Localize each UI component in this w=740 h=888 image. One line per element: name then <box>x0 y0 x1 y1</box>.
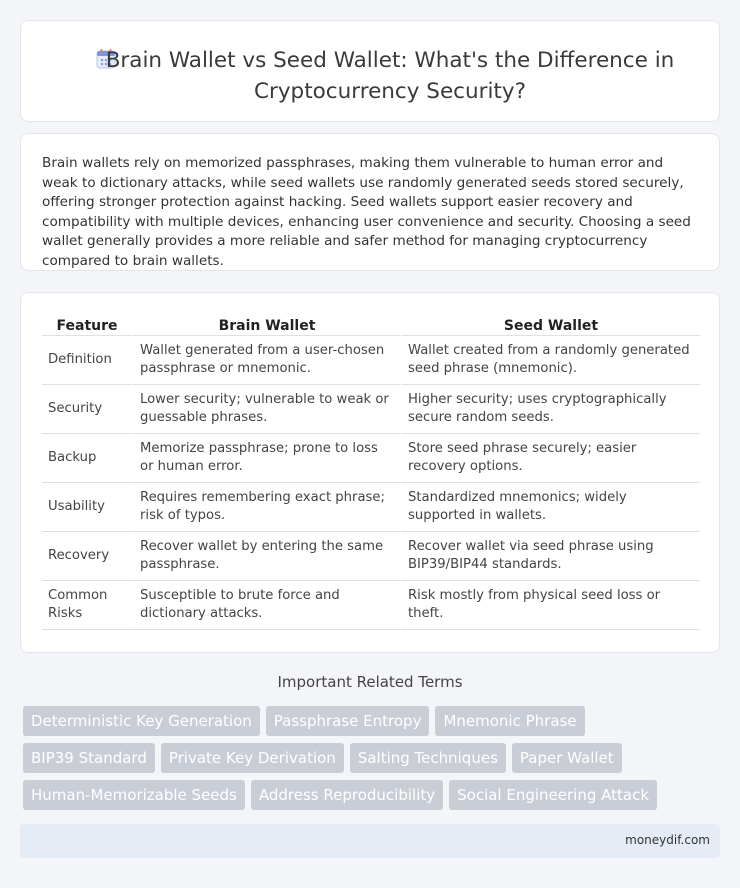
related-term-tag[interactable]: Deterministic Key Generation <box>23 706 260 736</box>
related-term-tag[interactable]: Social Engineering Attack <box>449 780 657 810</box>
brain-wallet-cell: Lower security; vulnerable to weak or guessable phrases. <box>132 385 400 434</box>
table-header-row <box>42 316 700 336</box>
title-card <box>20 20 720 122</box>
brain-wallet-cell: Recover wallet by entering the same passphrase. <box>132 532 400 581</box>
related-terms-list <box>23 706 719 810</box>
footer-site-name[interactable]: moneydif.com <box>625 833 710 847</box>
table-row <box>42 483 700 532</box>
header-seed-wallet: Seed Wallet <box>400 316 700 336</box>
feature-cell: Common Risks <box>42 581 132 630</box>
related-term-tag[interactable]: BIP39 Standard <box>23 743 155 773</box>
page-title: Brain Wallet vs Seed Wallet: What's the Difference in Cryptocurrency Security? <box>105 48 675 104</box>
summary-card <box>20 133 720 271</box>
brain-wallet-cell: Requires remembering exact phrase; risk of typos. <box>132 483 400 532</box>
seed-wallet-cell: Recover wallet via seed phrase using BIP39/BIP44 standards. <box>400 532 700 581</box>
table-row <box>42 385 700 434</box>
table-row <box>42 581 700 630</box>
feature-cell: Backup <box>42 434 132 483</box>
related-term-tag[interactable]: Salting Techniques <box>350 743 506 773</box>
related-term-tag[interactable]: Paper Wallet <box>512 743 622 773</box>
seed-wallet-cell: Standardized mnemonics; widely supported in wallets. <box>400 483 700 532</box>
related-term-tag[interactable]: Address Reproducibility <box>251 780 443 810</box>
summary-text: Brain wallets rely on memorized passphrases, making them vulnerable to human error and weak to dictionary attacks, while seed wallets use randomly generated seeds stored securely, offering stronger protection against hacking. Seed wallets support easier recovery and compatibility with multiple devices, enhancing user convenience and security. Choosing a seed wallet generally provides a more reliable and safer method for managing cryptocurrency compared to brain wallets. <box>42 155 691 269</box>
brain-wallet-cell: Susceptible to brute force and dictionary attacks. <box>132 581 400 630</box>
table-row <box>42 532 700 581</box>
feature-cell: Definition <box>42 336 132 385</box>
brain-wallet-cell: Memorize passphrase; prone to loss or human error. <box>132 434 400 483</box>
seed-wallet-cell: Wallet created from a randomly generated seed phrase (mnemonic). <box>400 336 700 385</box>
related-term-tag[interactable]: Passphrase Entropy <box>266 706 430 736</box>
comparison-table-card <box>20 292 720 653</box>
comparison-table <box>42 316 700 630</box>
feature-cell: Recovery <box>42 532 132 581</box>
related-term-tag[interactable]: Human-Memorizable Seeds <box>23 780 245 810</box>
feature-cell: Usability <box>42 483 132 532</box>
seed-wallet-cell: Higher security; uses cryptographically secure random seeds. <box>400 385 700 434</box>
footer <box>20 824 720 858</box>
seed-wallet-cell: Risk mostly from physical seed loss or theft. <box>400 581 700 630</box>
seed-wallet-cell: Store seed phrase securely; easier recovery options. <box>400 434 700 483</box>
header-feature: Feature <box>42 316 132 336</box>
brain-wallet-cell: Wallet generated from a user-chosen passphrase or mnemonic. <box>132 336 400 385</box>
related-term-tag[interactable]: Private Key Derivation <box>161 743 344 773</box>
related-terms-title: Important Related Terms <box>277 673 463 691</box>
header-brain-wallet: Brain Wallet <box>132 316 400 336</box>
feature-cell: Security <box>42 385 132 434</box>
related-term-tag[interactable]: Mnemonic Phrase <box>435 706 584 736</box>
table-row <box>42 336 700 385</box>
table-row <box>42 434 700 483</box>
